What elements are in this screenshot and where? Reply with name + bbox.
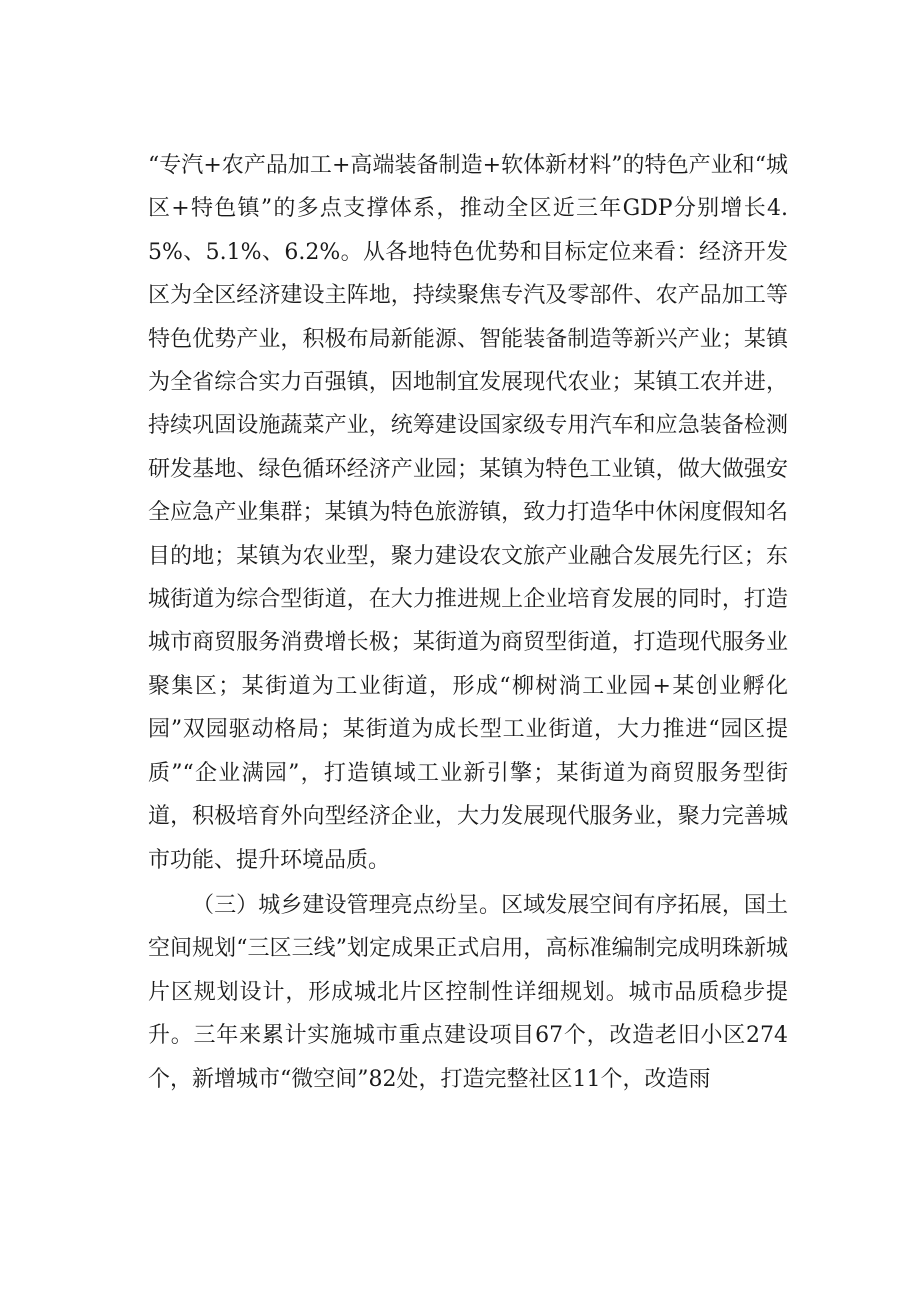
body-paragraph-industry: “专汽+农产品加工+高端装备制造+软体新材料”的特色产业和“城区+特色镇”的多点支撑体系，推动全区近三年GDP分别增长4.5%、5.1%、6.2%。从各地特色优势和目标定位来看：经济开发区为全区经济建设主阵地，持续聚焦专汽及零部件、农产品加工等特色优势产业，积极布局新能源、智能装备制造等新兴产业；某镇为全省综合实力百强镇，因地制宜发展现代农业；某镇工农并进，持续巩固设施蔬菜产业，统筹建设国家级专用汽车和应急装备检测研发基地、绿色循环经济产业园；某镇为特色工业镇，做大做强安全应急产业集群；某镇为特色旅游镇，致力打造华中休闲度假知名目的地；某镇为农业型，聚力建设农文旅产业融合发展先行区；东城街道为综合型街道，在大力推进规上企业培育发展的同时，打造城市商贸服务消费增长极；某街道为商贸型街道，打造现代服务业聚集区；某街道为工业街道，形成“柳树淌工业园+某创业孵化园”双园驱动格局；某街道为成长型工业街道，大力推进“园区提质”“企业满园”，打造镇域工业新引擎；某街道为商贸服务型街道，积极培育外向型经济企业，大力发展现代服务业，聚力完善城市功能、提升环境品质。 [148, 153, 788, 873]
body-paragraph-urban-construction: （三）城乡建设管理亮点纷呈。区域发展空间有序拓展，国土空间规划“三区三线”划定成果正式启用，高标准编制完成明珠新城片区规划设计，形成城北片区控制性详细规划。城市品质稳步提升。三年来累计实施城市重点建设项目67个，改造老旧小区274个，新增城市“微空间”82处，打造完整社区11个，改造雨 [148, 893, 788, 1092]
